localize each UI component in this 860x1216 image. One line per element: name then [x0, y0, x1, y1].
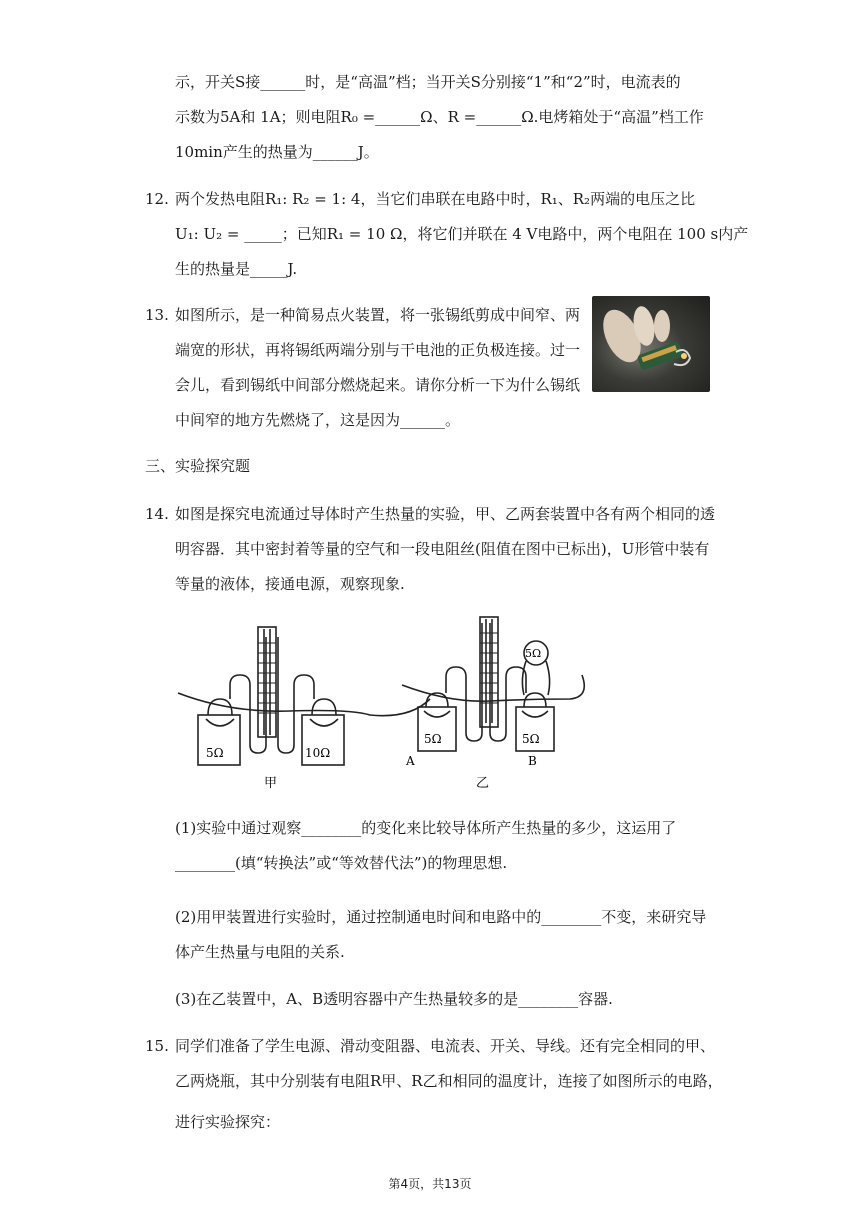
- q11-line-1: 示，开关S接______时，是“高温”档；当开关S分别接“1”和“2”时，电流表的: [175, 73, 681, 91]
- q11-line-3: 10min产生的热量为______J。: [175, 143, 379, 161]
- right-external-resistor-label: 5Ω: [525, 647, 542, 660]
- q15-number: 15.: [145, 1037, 169, 1055]
- q12-number: 12.: [145, 190, 169, 208]
- section-title: 三、实验探究题: [145, 457, 251, 475]
- page-footer: 第4页，共13页: [388, 1177, 472, 1191]
- q14-line-3: 等量的液体，接通电源，观察现象.: [175, 575, 405, 593]
- q14-line-2: 明容器．其中密封着等量的空气和一段电阻丝(阻值在图中已标出)，U形管中装有: [175, 540, 710, 558]
- q14-sub2-line-2: 体产生热量与电阻的关系.: [175, 943, 345, 961]
- q15-line-3: 进行实验探究：: [175, 1113, 281, 1131]
- left-setup-caption: 甲: [264, 776, 278, 791]
- q14-sub3: (3)在乙装置中，A、B透明容器中产生热量较多的是________容器.: [175, 990, 613, 1008]
- q14-sub2-line-1: (2)用甲装置进行实验时，通过控制通电时间和电路中的________不变，来研究导: [175, 908, 707, 926]
- right-setup-caption: 乙: [476, 776, 490, 791]
- q12-line-1: 两个发热电阻R₁: R₂ = 1: 4，当它们串联在电路中时，R₁、R₂两端的电压之比: [175, 190, 696, 208]
- q13-line-3: 会儿，看到锡纸中间部分燃烧起来。请你分析一下为什么锡纸: [175, 376, 581, 394]
- q13-line-2: 端宽的形状，再将锡纸两端分别与干电池的正负极连接。过一: [175, 341, 581, 359]
- joule-heating-apparatus-figure: [170, 615, 590, 795]
- left-resistor-1-label: 5Ω: [206, 746, 224, 760]
- right-resistor-a-label: 5Ω: [424, 732, 442, 746]
- q12-line-3: 生的热量是_____J.: [175, 260, 298, 278]
- q14-sub1-line-2: ________(填“转换法”或“等效替代法”)的物理思想.: [175, 854, 508, 872]
- q14-line-1: 如图是探究电流通过导体时产生热量的实验，甲、乙两套装置中各有两个相同的透: [175, 505, 716, 523]
- ignition-device-photo: [592, 296, 710, 392]
- container-a-label: A: [406, 754, 415, 768]
- q11-line-2: 示数为5A和 1A；则电阻R₀ =______Ω、R =______Ω.电烤箱处于“高温”档工作: [175, 108, 704, 126]
- q13-line-4: 中间窄的地方先燃烧了，这是因为______。: [175, 411, 461, 429]
- q12-line-2: U₁: U₂ = _____；已知R₁ = 10 Ω，将它们并联在 4 V电路中，两个电阻在 100 s内产: [175, 225, 749, 243]
- q14-number: 14.: [145, 505, 169, 523]
- left-resistor-2-label: 10Ω: [305, 746, 331, 760]
- container-b-label: B: [528, 754, 537, 768]
- right-resistor-b-label: 5Ω: [522, 732, 540, 746]
- q15-line-1: 同学们准备了学生电源、滑动变阻器、电流表、开关、导线。还有完全相同的甲、: [175, 1037, 716, 1055]
- q15-line-2: 乙两烧瓶，其中分别装有电阻R甲、R乙和相同的温度计，连接了如图所示的电路，: [175, 1072, 723, 1090]
- q13-line-1: 如图所示，是一种简易点火装置，将一张锡纸剪成中间窄、两: [175, 306, 581, 324]
- q13-number: 13.: [145, 306, 169, 324]
- q14-sub1-line-1: (1)实验中通过观察________的变化来比较导体所产生热量的多少，这运用了: [175, 819, 677, 837]
